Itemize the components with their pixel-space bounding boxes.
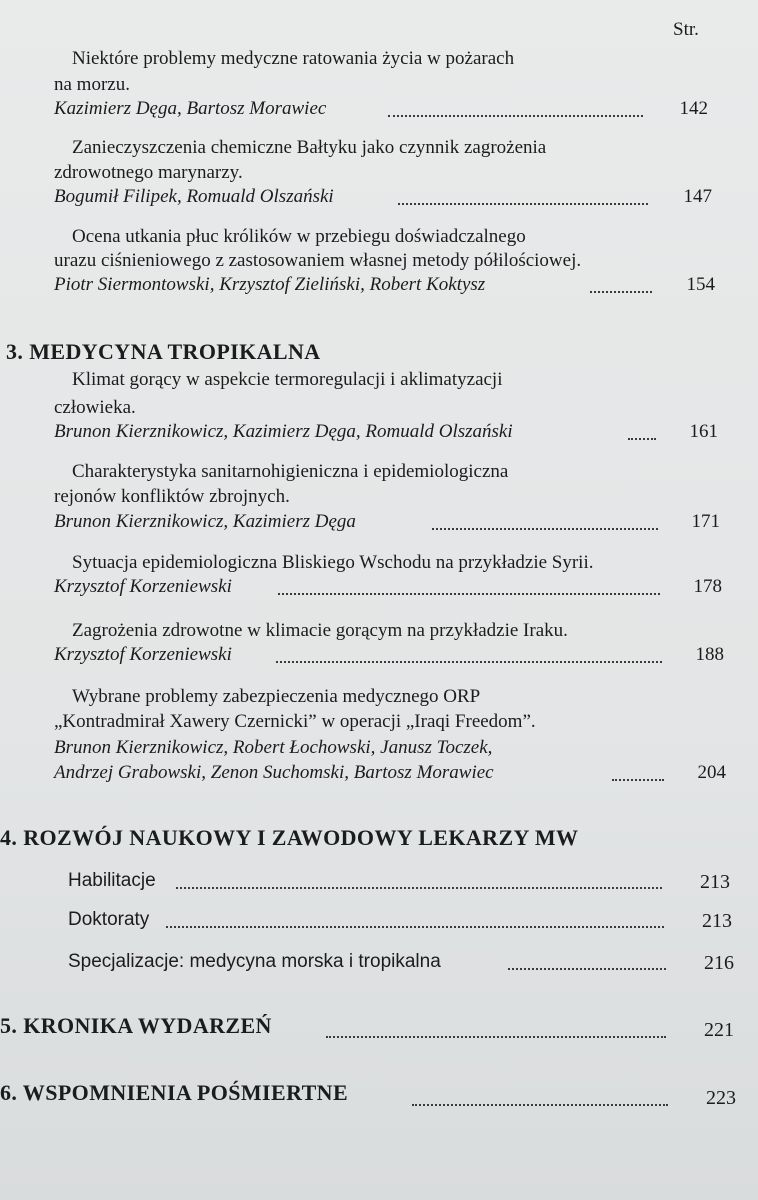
entry-title-line: Charakterystyka sanitarnohigieniczna i epidemiologiczna <box>72 461 509 482</box>
entry-title-line: Ocena utkania płuc królików w przebiegu doświadczalnego <box>72 226 526 247</box>
entry-page: 216 <box>704 952 734 974</box>
entry-title-line: zdrowotnego marynarzy. <box>54 162 243 183</box>
entry-title-line: rejonów konfliktów zbrojnych. <box>54 486 290 507</box>
leader-dots <box>612 779 664 781</box>
entry-page: 188 <box>695 644 724 665</box>
entry-authors: Brunon Kierznikowicz, Kazimierz Dęga <box>54 511 356 532</box>
entry-title-line: Sytuacja epidemiologiczna Bliskiego Wschodu na przykładzie Syrii. <box>72 552 594 573</box>
leader-dots <box>590 291 652 293</box>
leader-dots <box>276 661 662 663</box>
leader-dots <box>412 1104 668 1106</box>
section-heading: 6. WSPOMNIENIA POŚMIERTNE <box>0 1080 349 1105</box>
leader-dots <box>508 968 666 970</box>
entry-page: 171 <box>691 511 720 532</box>
entry-title-line: „Kontradmirał Xawery Czernicki” w operacji „Iraqi Freedom”. <box>54 711 536 732</box>
subsection-label: Specjalizacje: medycyna morska i tropikalna <box>68 951 441 972</box>
entry-authors: Krzysztof Korzeniewski <box>54 576 232 597</box>
subsection-label: Doktoraty <box>68 909 150 930</box>
section-heading: 4. ROZWÓJ NAUKOWY I ZAWODOWY LEKARZY MW <box>0 825 579 850</box>
section-heading: 5. KRONIKA WYDARZEŃ <box>0 1013 272 1038</box>
entry-page: 178 <box>693 576 722 597</box>
leader-dots <box>628 438 656 440</box>
entry-title-line: Klimat gorący w aspekcie termoregulacji i aklimatyzacji <box>72 369 503 390</box>
entry-authors: Kazimierz Dęga, Bartosz Morawiec <box>54 98 327 119</box>
leader-dots <box>388 115 643 117</box>
leader-dots <box>398 203 648 205</box>
entry-authors: Krzysztof Korzeniewski <box>54 644 232 665</box>
entry-title-line: Zanieczyszczenia chemiczne Bałtyku jako czynnik zagrożenia <box>72 137 547 158</box>
entry-authors: Brunon Kierznikowicz, Robert Łochowski, Janusz Toczek, <box>54 737 493 758</box>
entry-title-line: Wybrane problemy zabezpieczenia medycznego ORP <box>72 686 481 707</box>
entry-page: 161 <box>689 421 718 442</box>
leader-dots <box>278 593 660 595</box>
entry-page: 154 <box>686 274 715 295</box>
leader-dots <box>326 1036 666 1038</box>
entry-page: 223 <box>706 1087 736 1109</box>
entry-page: 142 <box>679 98 708 119</box>
leader-dots <box>432 528 658 530</box>
entry-title-line: na morzu. <box>54 74 130 95</box>
entry-authors: Bogumił Filipek, Romuald Olszański <box>54 186 334 207</box>
entry-page: 213 <box>702 910 732 932</box>
leader-dots <box>166 926 664 928</box>
entry-title-line: Niektóre problemy medyczne ratowania życia w pożarach <box>72 48 515 69</box>
entry-authors: Piotr Siermontowski, Krzysztof Zieliński, Robert Koktysz <box>54 274 486 295</box>
entry-authors: Brunon Kierznikowicz, Kazimierz Dęga, Romuald Olszański <box>54 421 513 442</box>
section-heading: 3. MEDYCYNA TROPIKALNA <box>6 339 321 364</box>
entry-title-line: człowieka. <box>54 397 136 418</box>
subsection-label: Habilitacje <box>68 870 156 891</box>
entry-page: 221 <box>704 1019 734 1041</box>
entry-title-line: urazu ciśnieniowego z zastosowaniem własnej metody półilościowej. <box>54 250 582 271</box>
entry-page: 204 <box>697 762 726 783</box>
entry-page: 147 <box>683 186 712 207</box>
leader-dots <box>176 887 662 889</box>
entry-authors: Andrzej Grabowski, Zenon Suchomski, Bartosz Morawiec <box>54 762 494 783</box>
entry-page: 213 <box>700 871 730 893</box>
page-column-label: Str. <box>673 19 699 40</box>
entry-title-line: Zagrożenia zdrowotne w klimacie gorącym na przykładzie Iraku. <box>72 620 568 641</box>
